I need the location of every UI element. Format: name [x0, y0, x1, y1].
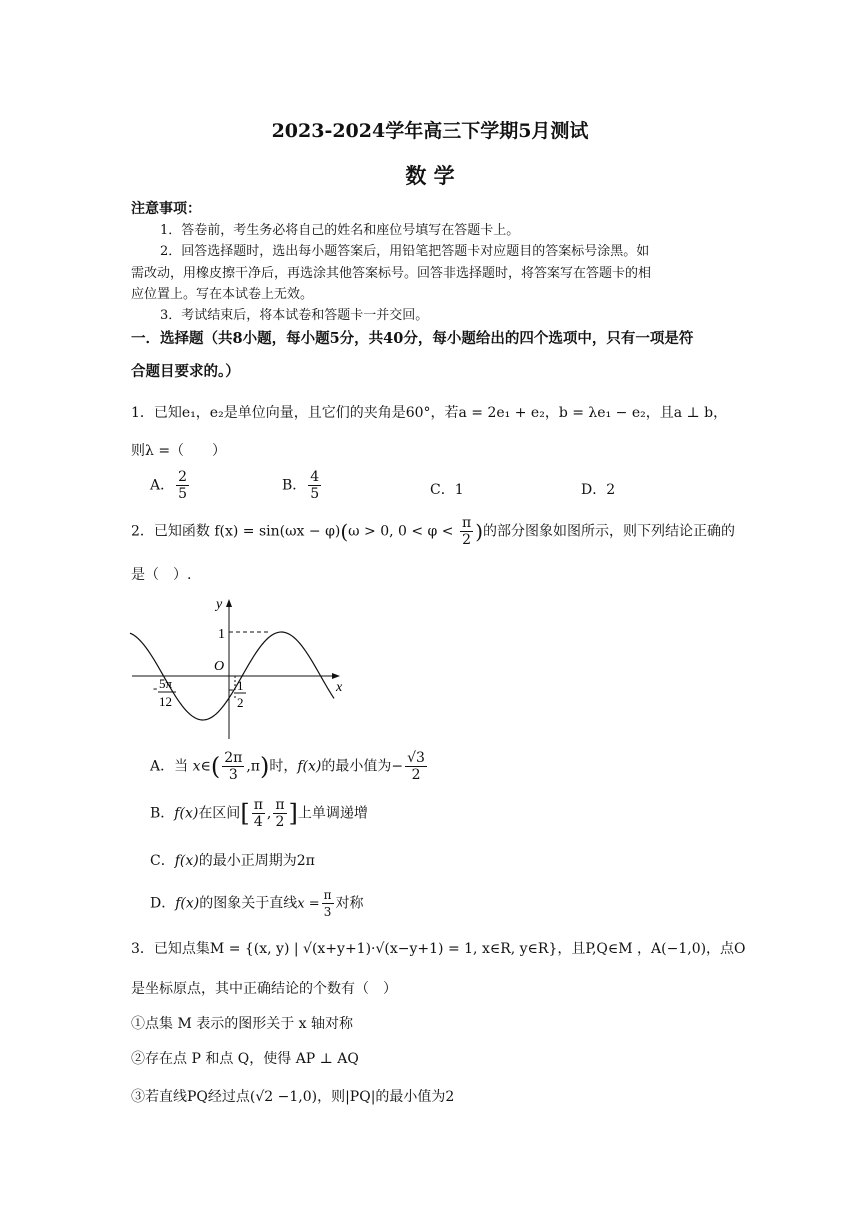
section-heading: 一．选择题（共8小题，每小题5分，共40分，每小题给出的四个选项中，只有一项是符	[131, 330, 694, 347]
yneg-den: 2	[237, 695, 244, 710]
q3-stem-cont: 是坐标原点，其中正确结论的个数有（ ）	[131, 981, 397, 997]
q3-stem: 3．已知点集M = {(x, y) | √(x+y+1)·√(x−y+1) = 1, x∈R, y∈R}，且P,Q∈M ，A(−1,0)，点O	[131, 941, 746, 957]
xneg-sign: -	[153, 680, 158, 695]
exam-title: 2023-2024学年高三下学期5月测试	[271, 120, 589, 142]
origin-label: O	[214, 659, 225, 674]
q1-option-d: D．2	[581, 482, 616, 498]
subject-title: 数 学	[405, 163, 455, 188]
yneg-sign: -	[229, 681, 234, 696]
q2-option-b: B．f(x)在区间[ $\frac{\pi}{4}$ , $\frac{\pi}{2}$ ]上单调递增	[150, 797, 368, 830]
note-item: 需改动，用橡皮擦干净后，再选涂其他答案标号。回答非选择题时，将答案写在答题卡的相	[131, 266, 652, 281]
y1-label: 1	[218, 627, 225, 642]
q1-stem-cont: 则λ =（ ）	[131, 443, 227, 459]
note-item: 2．回答选择题时，选出每小题答案后，用铅笔把答题卡对应题目的答案标号涂黑。如	[160, 244, 650, 259]
q3-item: ③若直线PQ经过点(√2 −1,0)，则|PQ|的最小值为2	[131, 1089, 455, 1105]
q2-stem-cont: 是（ ）.	[131, 567, 192, 583]
x-axis-arrow	[332, 673, 340, 679]
q2-option-a: A．当 x∈( $\frac{2\pi}{3}$ ,π)时，f(x)的最小值为− $\frac{√3}{2}$	[150, 750, 425, 783]
q3-item: ①点集 M 表示的图形关于 x 轴对称	[131, 1016, 354, 1032]
xneg-num: 5π	[159, 676, 173, 691]
y-axis-label: y	[216, 597, 223, 612]
q2-stem: 2．已知函数 f(x) = sin(ωx − φ)(ω > 0, 0 < φ < $\frac{\pi}{2}$ )的部分图象如图所示，则下列结论正确的	[131, 515, 735, 548]
q1-option-b: B． $\frac{4}{5}$	[282, 469, 320, 502]
notes-heading: 注意事项：	[131, 201, 201, 217]
section-heading-cont: 合题目要求的。）	[131, 363, 240, 380]
y-axis-arrow	[226, 599, 232, 607]
note-item: 3．考试结束后，将本试卷和答题卡一并交回。	[160, 308, 429, 323]
note-item: 应位置上。写在本试卷上无效。	[131, 287, 314, 302]
q1-option-a: A． $\frac{2}{5}$	[150, 469, 188, 502]
x-axis-label: x	[336, 680, 343, 695]
yneg-num: 1	[237, 678, 244, 693]
note-item: 1．答卷前，考生务必将自己的姓名和座位号填写在答题卡上。	[160, 223, 520, 238]
q1-option-c: C．1	[430, 482, 464, 498]
q1-stem: 1．已知e₁，e₂是单位向量，且它们的夹角是60°，若a = 2e₁ + e₂，b = λe₁ − e₂，且a ⊥ b，	[131, 405, 728, 421]
q2-option-c: C．f(x)的最小正周期为2π	[150, 853, 315, 869]
q3-item: ②存在点 P 和点 Q，使得 AP ⊥ AQ	[131, 1051, 359, 1067]
q2-sine-graph	[128, 594, 348, 744]
xneg-den: 12	[159, 694, 172, 709]
q2-option-d: D．f(x)的图象关于直线x = $\frac{\pi}{3}$ 对称	[150, 888, 364, 919]
